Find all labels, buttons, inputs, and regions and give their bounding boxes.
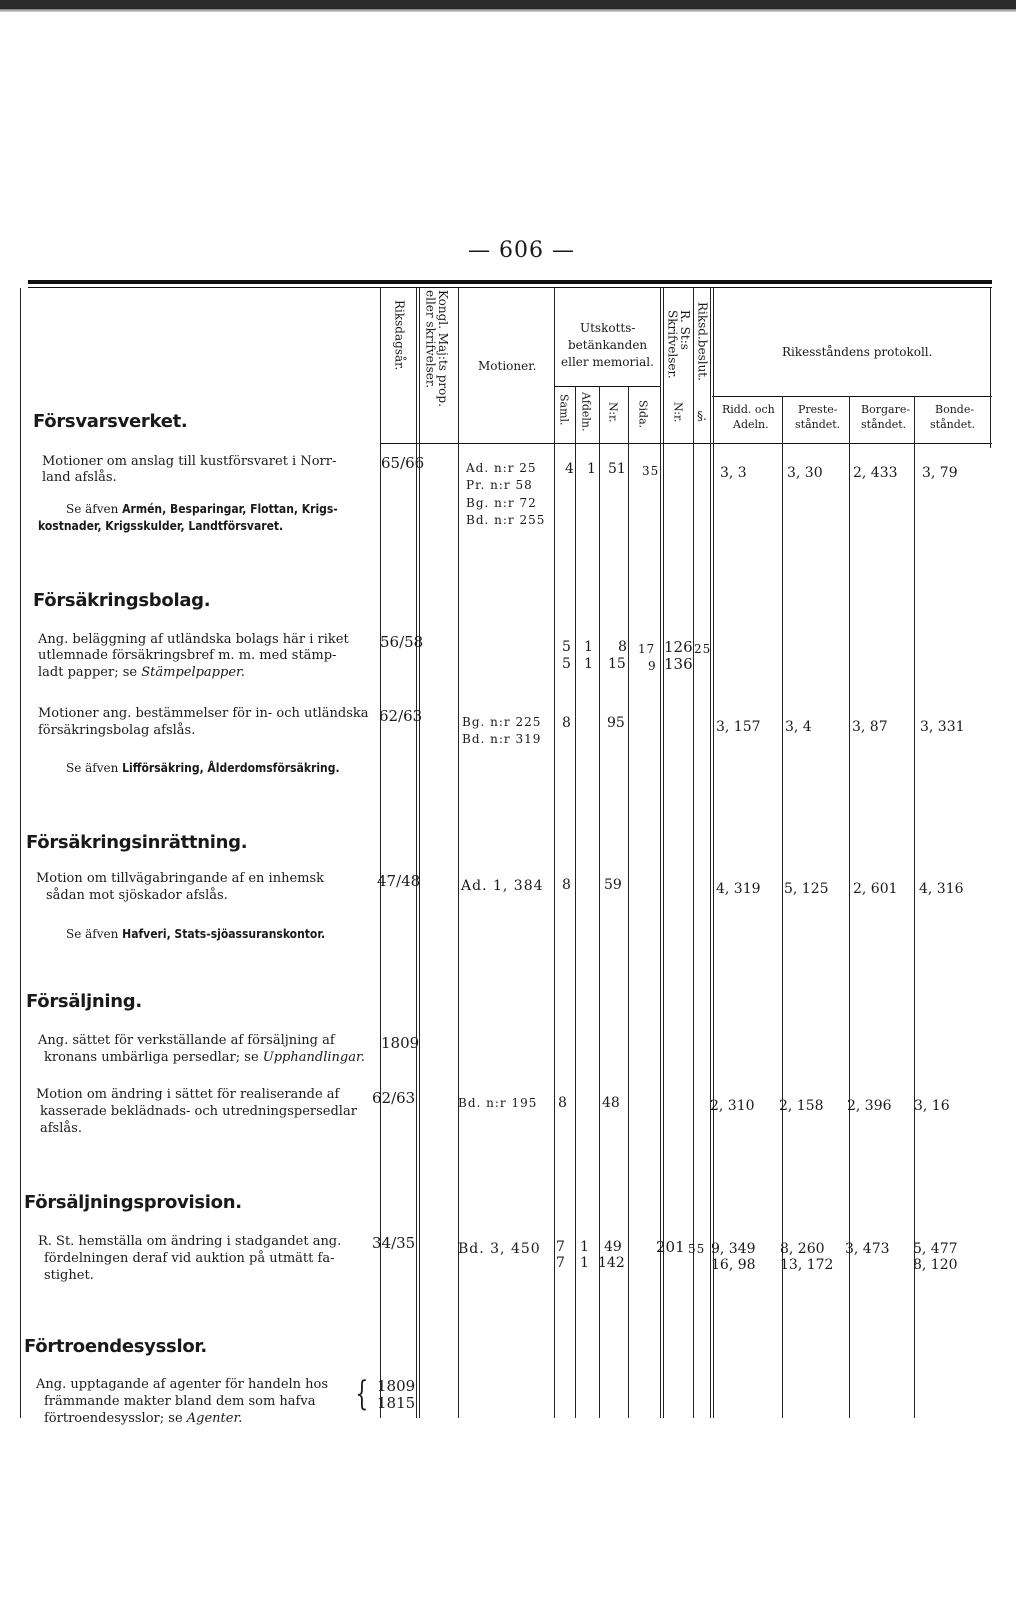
nr: 95: [607, 715, 625, 731]
col-rule: [628, 386, 629, 1418]
motion-ref: Ad. 1, 384: [461, 878, 544, 894]
ridd-adeln: 9, 349: [711, 1241, 756, 1257]
entry-text: främmande makter bland dem som hafva: [44, 1394, 316, 1409]
entry-text: Motioner om anslag till kustförsvaret i Norr-: [42, 454, 337, 469]
section-title: Försäljning.: [26, 991, 142, 1012]
entry-text: [44, 1051, 365, 1064]
nr: 59: [604, 877, 622, 893]
page-number: — 606 —: [468, 238, 575, 263]
header-paragraph: §.: [697, 409, 707, 423]
rst-nr: 136: [664, 655, 693, 673]
header-nr: N:r.: [606, 402, 620, 423]
col-rule: [575, 386, 576, 1418]
motion-ref: Ad. n:r 25: [466, 461, 537, 475]
afdeln: 1: [584, 656, 593, 672]
entry-text: [44, 1412, 242, 1425]
entry-text: försäkringsbolag afslås.: [38, 723, 196, 738]
paragraph-nr: 25: [694, 642, 712, 656]
header-protokoll: Rikesståndens protokoll.: [782, 345, 933, 359]
header-utskotts-3: eller memorial.: [561, 355, 654, 369]
bondeståndet: 3, 16: [914, 1098, 950, 1114]
entry-text-part: kronans umbärliga persedlar; se: [44, 1050, 259, 1065]
col-rule: [990, 288, 991, 448]
see-also-prefix: Se äfven: [66, 761, 119, 775]
sida: 35: [642, 464, 660, 478]
sida: 9: [648, 659, 657, 673]
motion-ref: Bd. n:r 195: [458, 1096, 538, 1110]
section-title: Försäkringsinrättning.: [26, 832, 248, 853]
cross-reference: Agenter.: [186, 1411, 243, 1426]
header-saml: Saml.: [557, 394, 571, 426]
motion-ref: Pr. n:r 58: [466, 478, 533, 492]
presteståndet: 2, 158: [779, 1098, 824, 1114]
presteståndet: 3, 4: [785, 719, 812, 735]
year: 47/48: [377, 872, 421, 890]
bondeståndet: 5, 477: [913, 1241, 958, 1257]
entry-text: Motioner ang. bestämmelser för in- och utländska: [38, 706, 369, 721]
entry-text-part: förtroendesysslor; se: [44, 1411, 183, 1426]
brace-icon: {: [355, 1374, 369, 1414]
header-bottom-rule: [380, 443, 992, 444]
presteståndet: 8, 260: [780, 1241, 825, 1257]
bondeståndet: 8, 120: [913, 1257, 958, 1273]
presteståndet: 3, 30: [787, 465, 823, 481]
scan-edge: [0, 0, 1016, 9]
section-title: Försäljningsprovision.: [24, 1192, 242, 1213]
nr: 142: [598, 1255, 625, 1271]
entry-text: utlemnade försäkringsbref m. m. med stämp-: [38, 648, 337, 663]
entry-text: Motion om tillvägabringande af en inhemsk: [36, 871, 325, 886]
header-borgar-1: Borgare-: [861, 403, 911, 416]
year: 62/63: [372, 1089, 416, 1107]
nr: 8: [618, 639, 627, 655]
see-also-refs: Hafveri, Stats-sjöassuranskontor.: [122, 927, 326, 941]
header-motioner: Motioner.: [478, 359, 537, 373]
motion-ref: Bg. n:r 225: [462, 715, 542, 729]
saml: 8: [562, 877, 571, 893]
scan-edge-shadow: [0, 9, 1016, 12]
header-kongl: Kongl. Maj:ts prop. eller skrifvelser.: [423, 290, 451, 407]
year: 62/63: [379, 707, 423, 725]
header-ridd-2: Adeln.: [733, 418, 769, 431]
header-borgar-2: ståndet.: [861, 418, 907, 431]
saml: 8: [558, 1095, 567, 1111]
saml: 8: [562, 715, 571, 731]
section-title: Försvarsverket.: [33, 411, 188, 432]
nr: 48: [602, 1095, 620, 1111]
header-prest-2: ståndet.: [795, 418, 841, 431]
motion-ref: Bd. n:r 319: [462, 732, 542, 746]
header-rsts: R. St:s Skrifvelser.: [665, 310, 693, 379]
see-also: [66, 503, 338, 515]
motion-ref: Bd. 3, 450: [458, 1241, 541, 1257]
top-rule-thin: [28, 287, 992, 288]
header-bonde-1: Bonde-: [935, 403, 975, 416]
year: 1809: [381, 1034, 420, 1052]
header-afdeln: Afdeln.: [579, 392, 593, 432]
ridd-adeln: 16, 98: [711, 1257, 756, 1273]
afdeln: 1: [587, 461, 596, 477]
col-rule: [849, 396, 850, 1418]
entry-text: kasserade beklädnads- och utredningspersedlar: [40, 1104, 357, 1119]
presteståndet: 13, 172: [780, 1257, 834, 1273]
saml: 5: [562, 639, 571, 655]
see-also: [66, 762, 340, 774]
afdeln: 1: [580, 1255, 589, 1271]
see-also-prefix: Se äfven: [66, 927, 119, 941]
sida: 17: [638, 642, 656, 656]
col-rule: [20, 288, 21, 1418]
see-also-refs: kostnader, Krigsskulder, Landtförsvaret.: [38, 519, 284, 533]
entry-text: R. St. hemställa om ändring i stadgandet ang.: [38, 1234, 342, 1249]
entry-text: land afslås.: [42, 470, 117, 485]
presteståndet: 5, 125: [784, 881, 829, 897]
header-bonde-2: ståndet.: [930, 418, 976, 431]
see-also-prefix: Se äfven: [66, 502, 119, 516]
saml: 4: [565, 461, 574, 477]
utskott-subrule: [555, 386, 661, 387]
entry-text: Ang. beläggning af utländska bolags här i riket: [38, 632, 349, 647]
section-title: Försäkringsbolag.: [33, 590, 211, 611]
bondeståndet: 4, 316: [919, 881, 964, 897]
header-riksd-beslut: Riksd.beslut.: [695, 302, 710, 381]
nr: 49: [604, 1239, 622, 1255]
bondeståndet: 3, 331: [920, 719, 965, 735]
borgareståndet: 2, 433: [853, 465, 898, 481]
cross-reference: Upphandlingar.: [262, 1050, 365, 1065]
see-also-refs: Lifförsäkring, Ålderdomsförsäkring.: [122, 761, 340, 775]
see-also: [38, 520, 283, 532]
bondeståndet: 3, 79: [922, 465, 958, 481]
header-sida: Sida.: [636, 400, 650, 429]
ridd-adeln: 2, 310: [710, 1098, 755, 1114]
borgareståndet: 2, 396: [847, 1098, 892, 1114]
ridd-adeln: 3, 3: [720, 465, 747, 481]
nr: 15: [608, 656, 626, 672]
saml: 7: [556, 1255, 565, 1271]
entry-text: Ang. sättet för verkställande af försäljning af: [38, 1033, 335, 1048]
year: 56/58: [380, 633, 424, 651]
header-utskotts-1: Utskotts-: [580, 321, 636, 335]
afdeln: 1: [580, 1239, 589, 1255]
entry-text: fördelningen deraf vid auktion på utmätt fa-: [44, 1251, 335, 1266]
nr: 51: [608, 461, 626, 477]
motion-ref: Bg. n:r 72: [466, 496, 537, 510]
entry-text: afslås.: [40, 1121, 82, 1136]
col-rule: [554, 288, 555, 1418]
header-utskotts-2: betänkanden: [568, 338, 648, 352]
entry-text-part: ladt papper; se: [38, 665, 138, 680]
rst-nr: 126: [664, 638, 693, 656]
year: 65/66: [381, 454, 425, 472]
saml: 7: [556, 1239, 565, 1255]
ridd-adeln: 3, 157: [716, 719, 761, 735]
borgareståndet: 3, 473: [845, 1241, 890, 1257]
year: 1809: [377, 1377, 416, 1395]
cross-reference: Stämpelpapper.: [141, 665, 245, 680]
see-also-refs: Armén, Besparingar, Flottan, Krigs-: [122, 502, 338, 516]
section-title: Förtroendesysslor.: [24, 1336, 207, 1357]
entry-text: Ang. upptagande af agenter för handeln hos: [36, 1377, 329, 1392]
see-also: [66, 928, 325, 940]
borgareståndet: 3, 87: [852, 719, 888, 735]
header-riksdagsar: Riksdagsår.: [392, 300, 407, 371]
header-ridd-1: Ridd. och: [722, 403, 775, 416]
motion-ref: Bd. n:r 255: [466, 513, 546, 527]
saml: 5: [562, 656, 571, 672]
top-rule: [28, 280, 992, 284]
rst-nr: 201: [656, 1238, 685, 1256]
year: 34/35: [372, 1234, 416, 1252]
entry-text: Motion om ändring i sättet för realiserande af: [36, 1087, 340, 1102]
year: 1815: [377, 1394, 416, 1412]
paragraph-nr: 55: [688, 1242, 706, 1256]
header-prest-1: Preste-: [798, 403, 838, 416]
entry-text: sådan mot sjöskador afslås.: [46, 888, 228, 903]
ridd-adeln: 4, 319: [716, 881, 761, 897]
header-rsts-nr: N:r.: [671, 402, 685, 423]
entry-text: stighet.: [44, 1268, 94, 1283]
protokoll-subrule: [712, 396, 992, 397]
borgareståndet: 2, 601: [853, 881, 898, 897]
afdeln: 1: [584, 639, 593, 655]
entry-text: [38, 666, 245, 679]
